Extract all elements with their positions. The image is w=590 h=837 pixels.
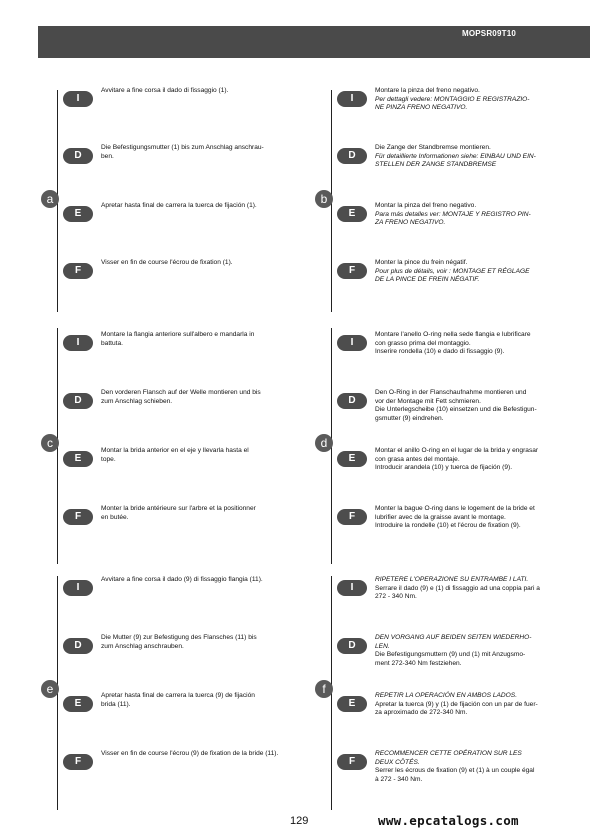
- language-badge-spanish: E: [63, 451, 93, 467]
- instruction-text: Montar la brida anterior en el eje y llevarla hasta el tope.: [101, 447, 249, 463]
- instruction-text: Apretar hasta final de carrera la tuerca de fijación (1).: [101, 202, 257, 209]
- language-badge-german: D: [337, 393, 367, 409]
- instruction-main: Apretar la tuerca (9) y (1) de fijación con un par de fuer- za aproximado de 272-340 Nm.: [375, 700, 538, 717]
- instruction-warning: DEN VORGANG AUF BEIDEN SEITEN WIEDERHO- LEN.: [375, 634, 532, 650]
- instruction-text: Die Befestigungsmutter (1) bis zum Anschlag anschrau- ben.: [101, 144, 264, 160]
- instruction-warning: RIPETERE L'OPERAZIONE SU ENTRAMBE I LATI.: [375, 576, 529, 583]
- language-badge-german: D: [337, 148, 367, 164]
- instruction-text: Die Mutter (9) zur Befestigung des Flansches (11) bis zum Anschlag anschrauben.: [101, 634, 257, 650]
- language-badge-french: F: [337, 754, 367, 770]
- language-badge-german: D: [63, 393, 93, 409]
- instruction-text: Avvitare a fine corsa il dado di fissaggio (1).: [101, 87, 229, 94]
- page-number: 129: [290, 815, 309, 827]
- instruction-text: [375, 202, 565, 228]
- instruction-reference: Per dettagli vedere: MONTAGGIO E REGISTRAZIO- NE PINZA FRENO NEGATIVO.: [375, 95, 530, 112]
- instruction-text: [375, 259, 565, 285]
- instruction-text: [375, 144, 565, 170]
- instruction-main: Serrare il dado (9) e (1) di fissaggio ad una coppia pari a 272 - 340 Nm.: [375, 584, 540, 601]
- instruction-text: Den O-Ring in der Flanschaufnahme montieren und vor der Montage mit Fett schmieren. Die Unterlegscheibe (10) einsetzen und die Befestigun- gsmutter (9) eindrehen.: [375, 389, 537, 422]
- language-badge-italian: I: [337, 335, 367, 351]
- instruction-text: Montare l'anello O-ring nella sede flangia e lubrificare con grasso prima del montaggio. Inserire rondella (10) e dado di fissaggio (9).: [375, 331, 531, 356]
- instruction-main: Serrer les écrous de fixation (9) et (1) à un couple égal à 272 - 340 Nm.: [375, 767, 535, 783]
- instruction-reference: Für detaillierte Informationen siehe: EINBAU UND EIN- STELLEN DER ZANGE STANDBREMSE: [375, 152, 536, 169]
- instruction-text: Apretar hasta final de carrera la tuerca (9) de fijación brida (11).: [101, 692, 255, 708]
- instruction-warning: REPETIR LA OPERACIÓN EN AMBOS LADOS.: [375, 692, 518, 699]
- section-badge-e: e: [41, 680, 59, 698]
- instruction-text: [375, 634, 565, 668]
- section-badge-d: d: [315, 434, 333, 452]
- language-badge-german: D: [337, 638, 367, 654]
- section-badge-a: a: [41, 190, 59, 208]
- instruction-text: Monter la bague O-ring dans le logement de la bride et lubrifier avec de la graisse avant le montage. Introduire la rondelle (10) et l'écrou de fixation (9).: [375, 505, 535, 530]
- instruction-main: Montar la pinza del freno negativo.: [375, 202, 477, 209]
- section-badge-f: f: [315, 680, 333, 698]
- section-badge-b: b: [315, 190, 333, 208]
- instruction-main: Die Befestigungsmuttern (9) und (1) mit Anzugsmo- ment 272-340 Nm festziehen.: [375, 651, 526, 667]
- instruction-text: [375, 750, 565, 784]
- language-badge-spanish: E: [63, 696, 93, 712]
- instruction-text: Visser en fin de course l'écrou (9) de fixation de la bride (11).: [101, 750, 279, 757]
- instruction-text: Avvitare a fine corsa il dado (9) di fissaggio flangia (11).: [101, 576, 263, 583]
- language-badge-italian: I: [63, 91, 93, 107]
- instruction-text: Visser en fin de course l'écrou de fixation (1).: [101, 259, 233, 266]
- instruction-text: Montar el anillo O-ring en el lugar de la brida y engrasar con grasa antes del montaje. Introducir arandela (10) y tuerca de fijación (9).: [375, 447, 539, 472]
- language-badge-spanish: E: [337, 451, 367, 467]
- instruction-text: Den vorderen Flansch auf der Welle montieren und bis zum Anschlag schieben.: [101, 389, 261, 405]
- language-badge-italian: I: [63, 580, 93, 596]
- language-badge-french: F: [63, 754, 93, 770]
- language-badge-italian: I: [337, 91, 367, 107]
- instruction-reference: Pour plus de détails, voir : MONTAGE ET RÉGLAGE DE LA PINCE DE FREIN NÉGATIF.: [375, 267, 530, 284]
- instruction-text: Monter la bride antérieure sur l'arbre et la positionner en butée.: [101, 505, 256, 521]
- language-badge-french: F: [63, 263, 93, 279]
- language-badge-german: D: [63, 148, 93, 164]
- instruction-text: Montare la flangia anteriore sull'albero e mandarla in battuta.: [101, 331, 255, 347]
- instruction-text: [375, 692, 565, 718]
- document-code: MOPSR09T10: [461, 29, 516, 38]
- instruction-text: [375, 87, 565, 113]
- instruction-text: [375, 576, 565, 602]
- language-badge-italian: I: [63, 335, 93, 351]
- instruction-warning: RECOMMENCER CETTE OPÉRATION SUR LES DEUX CÔTÉS.: [375, 750, 522, 766]
- instruction-main: Montare la pinza del freno negativo.: [375, 87, 480, 94]
- instruction-main: Monter la pince du frein négatif.: [375, 259, 468, 266]
- instruction-main: Die Zange der Standbremse montieren.: [375, 144, 491, 151]
- language-badge-spanish: E: [337, 206, 367, 222]
- language-badge-french: F: [63, 509, 93, 525]
- language-badge-german: D: [63, 638, 93, 654]
- header-bar: [38, 26, 590, 58]
- watermark: www.epcatalogs.com: [378, 813, 519, 828]
- language-badge-spanish: E: [337, 696, 367, 712]
- instruction-reference: Para más detalles ver: MONTAJE Y REGISTRO PIN- ZA FRENO NEGATIVO.: [375, 210, 531, 227]
- language-badge-italian: I: [337, 580, 367, 596]
- language-badge-french: F: [337, 263, 367, 279]
- language-badge-spanish: E: [63, 206, 93, 222]
- section-badge-c: c: [41, 434, 59, 452]
- language-badge-french: F: [337, 509, 367, 525]
